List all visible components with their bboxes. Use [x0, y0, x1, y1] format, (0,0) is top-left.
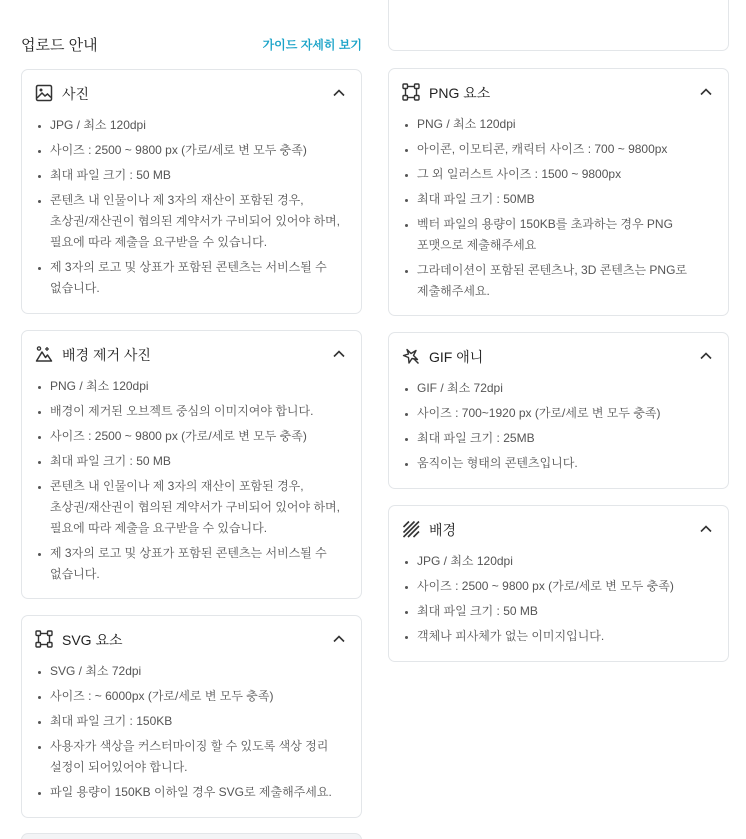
card-svg-element: [21, 615, 362, 818]
chevron-up-icon[interactable]: [698, 348, 714, 364]
card-photo: [21, 69, 362, 314]
card-title: 사진: [62, 86, 90, 102]
list-item: 사이즈 : 2500 ~ 9800 px (가로/세로 변 모두 충족): [403, 576, 712, 597]
previous-card: [388, 0, 729, 51]
list-item: 사이즈 : 2500 ~ 9800 px (가로/세로 변 모두 충족): [36, 140, 345, 161]
card-svg-header[interactable]: [22, 616, 361, 662]
list-item: 배경이 제거된 오브젝트 중심의 이미지여야 합니다.: [36, 401, 345, 422]
list-item: 파일 용량이 150KB 이하일 경우 SVG로 제출해주세요.: [36, 782, 345, 803]
list-item: 제 3자의 로고 및 상표가 포함된 콘텐츠는 서비스될 수 없습니다.: [36, 543, 345, 585]
chevron-up-icon[interactable]: [331, 631, 347, 647]
card-png-element: [388, 68, 729, 316]
card-title: PNG 요소: [429, 85, 491, 101]
card-title: 배경 제거 사진: [62, 347, 151, 363]
list-item: 그 외 일러스트 사이즈 : 1500 ~ 9800px: [403, 164, 712, 185]
list-item: 그라데이션이 포함된 콘텐츠나, 3D 콘텐츠는 PNG로 제출해주세요.: [403, 260, 712, 302]
list-item: 움직이는 형태의 콘텐츠입니다.: [403, 453, 712, 474]
card-gif-animation: [388, 332, 729, 489]
card-title: 배경: [429, 522, 457, 538]
card-bg-removed-header[interactable]: [22, 331, 361, 377]
sparkle-icon: [402, 347, 420, 365]
chevron-up-icon[interactable]: [698, 521, 714, 537]
guide-detail-link[interactable]: 가이드 자세히 보기: [262, 38, 362, 52]
list-item: 콘텐츠 내 인물이나 제 3자의 재산이 포함된 경우, 초상권/재산권이 협의된 계약서가 구비되어 있어야 하며, 필요에 따라 제출을 요구받을 수 있습니다.: [36, 476, 345, 539]
mountain-icon: [35, 345, 53, 363]
section-title: 업로드 안내: [21, 37, 98, 54]
list-item: 아이콘, 이모티콘, 캐릭터 사이즈 : 700 ~ 9800px: [403, 139, 712, 160]
list-item: JPG / 최소 120dpi: [36, 115, 345, 136]
list-item: 최대 파일 크기 : 50MB: [403, 189, 712, 210]
card-bg-removed-photo: [21, 330, 362, 599]
list-item: JPG / 최소 120dpi: [403, 551, 712, 572]
requirements-list: [36, 115, 345, 303]
next-card: [21, 833, 362, 839]
list-item: 콘텐츠 내 인물이나 제 3자의 재산이 포함된 경우, 초상권/재산권이 협의된 계약서가 구비되어 있어야 하며, 필요에 따라 제출을 요구받을 수 있습니다.: [36, 190, 345, 253]
list-item: PNG / 최소 120dpi: [36, 376, 345, 397]
list-item: 사용자가 색상을 커스터마이징 할 수 있도록 색상 정리 설정이 되어있어야 합니다.: [36, 736, 345, 778]
list-item: 사이즈 : 2500 ~ 9800 px (가로/세로 변 모두 충족): [36, 426, 345, 447]
card-background-header[interactable]: [389, 506, 728, 552]
card-photo-header[interactable]: [22, 70, 361, 116]
chevron-up-icon[interactable]: [331, 346, 347, 362]
list-item: 최대 파일 크기 : 50 MB: [36, 451, 345, 472]
vector-icon: [35, 630, 53, 648]
list-item: 최대 파일 크기 : 50 MB: [36, 165, 345, 186]
pattern-icon: [402, 520, 420, 538]
list-item: 벡터 파일의 용량이 150KB를 초과하는 경우 PNG 포맷으로 제출해주세요: [403, 214, 712, 256]
list-item: 최대 파일 크기 : 50 MB: [403, 601, 712, 622]
card-background: [388, 505, 729, 662]
requirements-list: [403, 551, 712, 651]
card-title: GIF 애니: [429, 349, 484, 365]
list-item: 제 3자의 로고 및 상표가 포함된 콘텐츠는 서비스될 수 없습니다.: [36, 257, 345, 299]
requirements-list: [403, 114, 712, 306]
requirements-list: [36, 661, 345, 807]
upload-guide-header: [21, 32, 362, 54]
list-item: 사이즈 : 700~1920 px (가로/세로 변 모두 충족): [403, 403, 712, 424]
requirements-list: [36, 376, 345, 589]
card-png-header[interactable]: [389, 69, 728, 115]
chevron-up-icon[interactable]: [331, 85, 347, 101]
list-item: PNG / 최소 120dpi: [403, 114, 712, 135]
chevron-up-icon[interactable]: [698, 84, 714, 100]
card-gif-header[interactable]: [389, 333, 728, 379]
requirements-list: [403, 378, 712, 478]
list-item: 최대 파일 크기 : 150KB: [36, 711, 345, 732]
list-item: 최대 파일 크기 : 25MB: [403, 428, 712, 449]
list-item: 객체나 피사체가 없는 이미지입니다.: [403, 626, 712, 647]
image-icon: [35, 84, 53, 102]
list-item: 사이즈 : ~ 6000px (가로/세로 변 모두 충족): [36, 686, 345, 707]
card-title: SVG 요소: [62, 632, 123, 648]
vector-icon: [402, 83, 420, 101]
list-item: GIF / 최소 72dpi: [403, 378, 712, 399]
list-item: SVG / 최소 72dpi: [36, 661, 345, 682]
